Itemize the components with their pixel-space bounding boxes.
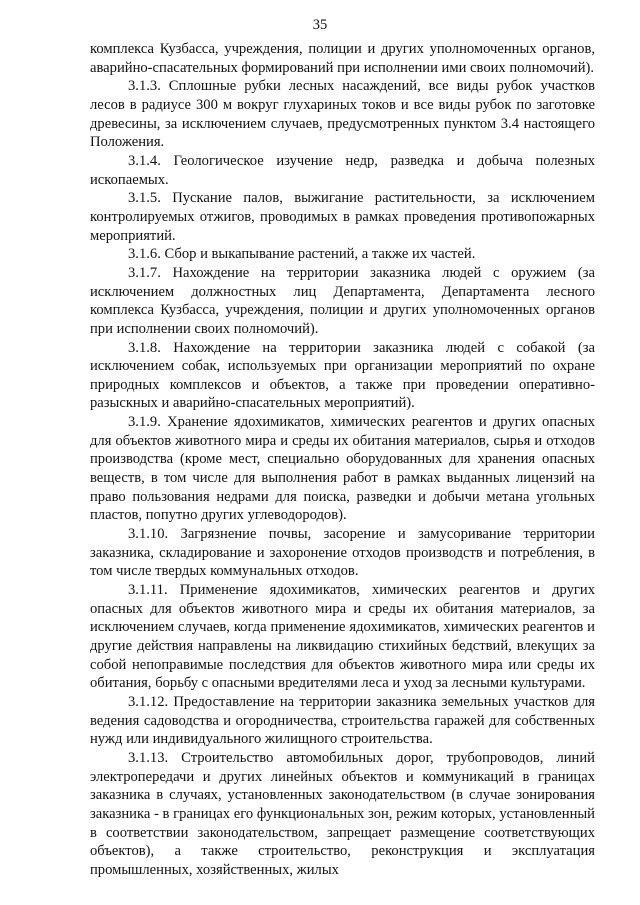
paragraph-3-1-12: 3.1.12. Предоставление на территории заказника земельных участков для ведения садоводства и огородничества, строительства гаражей для собственных нужд или индивидуального жилищного строительства. [90, 693, 595, 748]
page-number: 35 [312, 17, 328, 33]
paragraph-3-1-4: 3.1.4. Геологическое изучение недр, разведка и добыча полезных ископаемых. [90, 152, 595, 188]
paragraph-3-1-5: 3.1.5. Пускание палов, выжигание растительности, за исключением контролируемых отжигов, проводимых в рамках проведения противопожарных мероприятий. [90, 190, 595, 244]
paragraph-3-1-3: 3.1.3. Сплошные рубки лесных насаждений, все виды рубок участков лесов в радиусе 300 м вокруг глухариных токов и все виды рубок по заготовке древесины, за исключением случаев, предусмотренных пунктом 3.4 настоящего Положения. [90, 78, 595, 151]
paragraph-continuation: комплекса Кузбасса, учреждения, полиции и других уполномоченных органов, аварийно-спасательных формирований при исполнении ими своих полномочий). [90, 41, 595, 76]
document-body [90, 40, 595, 880]
paragraph-3-1-9: 3.1.9. Хранение ядохимикатов, химических реагентов и других опасных для объектов животного мира и среды их обитания материалов, сырья и отходов производства (кроме мест, специально оборудованных для хранения опасных веществ, в том числе для выполнения работ в рамках выданных лицензий на право пользования недрами для поиска, разведки и добычи метана угольных пластов, попутно других углеводородов). [90, 414, 595, 524]
paragraph-3-1-11: 3.1.11. Применение ядохимикатов, химических реагентов и других опасных для объектов животного мира и среды их обитания материалов, за исключением случаев, когда применение ядохимикатов, химических реагентов и другие действия направлены на ликвидацию стихийных бедствий, влекущих за собой непоправимые последствия для объектов животного мира или среды их обитания, борьбу с опасными вредителями леса и уход за лесными культурами. [90, 582, 595, 692]
paragraph-3-1-8: 3.1.8. Нахождение на территории заказника людей с собакой (за исключением собак, используемых при организации мероприятий по охране природных комплексов и объектов, а также при проведении оперативно-разыскных и аварийно-спасательных мероприятий). [90, 339, 595, 412]
paragraph-3-1-7: 3.1.7. Нахождение на территории заказника людей с оружием (за исключением должностных лиц Департамента, Департамента лесного комплекса Кузбасса, учреждения, полиции и других уполномоченных органов при исполнении своих полномочий). [90, 264, 595, 337]
paragraph-3-1-13: 3.1.13. Строительство автомобильных дорог, трубопроводов, линий электропередачи и других линейных объектов и коммуникаций в границах заказника в случаях, установленных законодательством (в случае зонирования заказника - в границах его функциональных зон, режим которых, установленный в соответствии законодательством, запрещает размещение соответствующих объектов), а также строительство, реконструкция и эксплуатация промышленных, хозяйственных, жилых [90, 749, 595, 878]
paragraph-3-1-10: 3.1.10. Загрязнение почвы, засорение и замусоривание территории заказника, складирование и захоронение отходов производств и потребления, в том числе твердых коммунальных отходов. [90, 526, 595, 580]
paragraph-3-1-6: 3.1.6. Сбор и выкапывание растений, а также их частей. [128, 246, 476, 263]
